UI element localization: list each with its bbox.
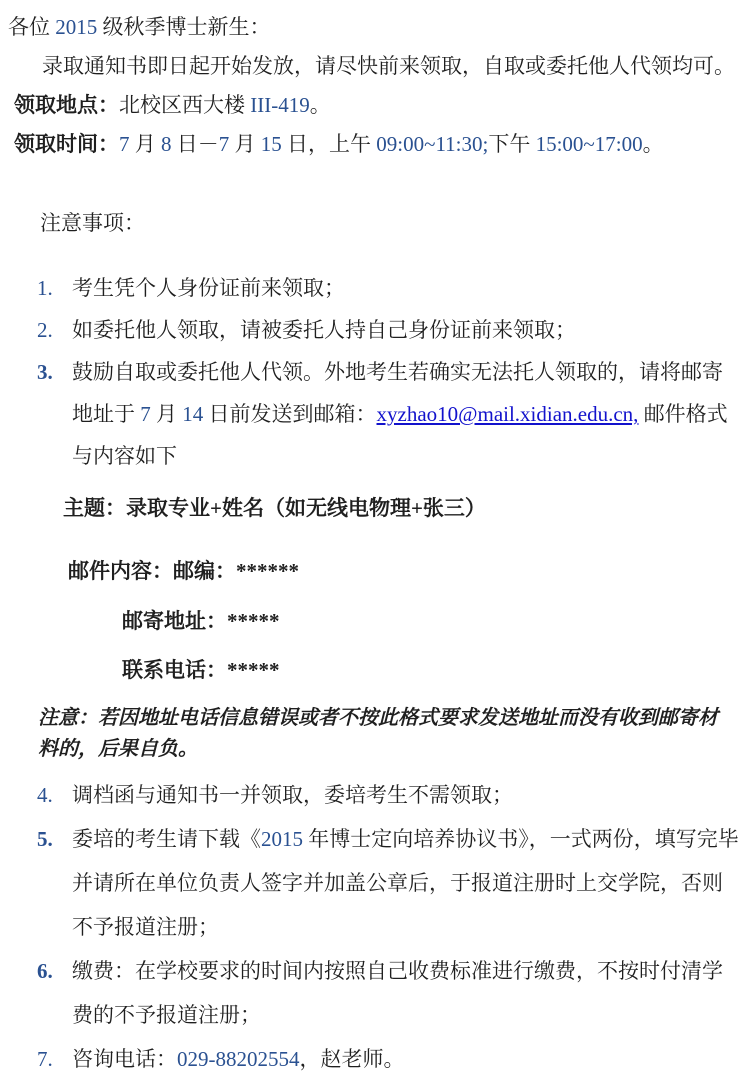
list-item bbox=[8, 351, 740, 477]
text-run: 日，上午 bbox=[281, 132, 377, 156]
notes-list-items-1-3 bbox=[8, 267, 740, 477]
mailing-address-line bbox=[122, 600, 740, 642]
item-body bbox=[72, 949, 740, 1037]
pickup-time-line bbox=[8, 125, 740, 164]
text-run: 月 bbox=[229, 132, 261, 156]
text-run: 北校区西大楼 bbox=[119, 93, 251, 117]
text-run: 14 bbox=[182, 402, 204, 426]
pickup-location-line bbox=[8, 86, 740, 125]
text-run: ****** bbox=[236, 559, 299, 583]
text-run: 注意：若因地址电话信息错误或者不按此格式要求发送地址而没有收到邮寄材料的，后果自负。 bbox=[38, 707, 718, 760]
notes-heading: 注意事项： bbox=[40, 211, 145, 235]
item-number: 1. bbox=[37, 276, 53, 300]
text-run: ，赵老师。 bbox=[299, 1047, 405, 1071]
item-body bbox=[72, 309, 740, 351]
item-number: 4. bbox=[37, 783, 53, 807]
text-run: 领取时间： bbox=[14, 132, 119, 156]
email-content-line bbox=[68, 550, 740, 592]
text-run: 09:00~11:30; bbox=[376, 132, 489, 156]
list-item bbox=[8, 773, 740, 817]
item-body bbox=[72, 351, 740, 477]
text-run: 主题：录取专业+姓名（如无线电物理+张三） bbox=[63, 496, 486, 520]
text-run: 考生凭个人身份证前来领取； bbox=[72, 276, 345, 300]
intro-paragraph bbox=[8, 47, 740, 86]
text-run: 日前发送到邮箱： bbox=[203, 402, 377, 426]
text-run: 录取通知书即日起开始发放，请尽快前来领取，自取或委托他人代领均可。 bbox=[42, 54, 735, 78]
text-run: 各位 bbox=[8, 15, 56, 39]
text-run: 7 bbox=[218, 132, 230, 156]
item-number: 2. bbox=[37, 318, 53, 342]
text-run: III-419 bbox=[250, 93, 310, 117]
text-run: 7 bbox=[140, 402, 151, 426]
list-item bbox=[8, 817, 740, 949]
text-run: 2015 bbox=[261, 827, 303, 851]
list-item bbox=[8, 309, 740, 351]
text-run: 邮件格式与内容如下 bbox=[72, 402, 728, 468]
text-run: 调档函与通知书一并领取，委培考生不需领取； bbox=[72, 783, 513, 807]
text-run: 2015 bbox=[55, 15, 98, 39]
text-run: 咨询电话： bbox=[72, 1047, 177, 1071]
salutation-line bbox=[8, 8, 740, 47]
list-item bbox=[8, 1037, 740, 1081]
text-run: 邮件内容：邮编： bbox=[68, 559, 236, 583]
text-run: 下午 bbox=[488, 132, 536, 156]
text-run: 如委托他人领取，请被委托人持自己身份证前来领取； bbox=[72, 318, 576, 342]
text-run: 15:00~17:00 bbox=[535, 132, 643, 156]
text-run: 领取地点： bbox=[14, 93, 119, 117]
text-run: 年博士定向培养协议书》，一式两份，填写完毕并请所在单位负责人签字并加盖公章后，于报道注册时上交学院，否则不予报道注册； bbox=[72, 827, 739, 939]
text-run: 。 bbox=[642, 132, 664, 156]
text-run: 鼓励自取或委托他人代领。外地考生若确实无法托人领取的，请将邮寄地址于 bbox=[72, 360, 723, 426]
contact-phone-line bbox=[122, 649, 740, 691]
text-run: 7 bbox=[119, 132, 130, 156]
email-link[interactable]: xyzhao10@mail.xidian.edu.cn, bbox=[376, 402, 639, 426]
text-run: 15 bbox=[260, 132, 282, 156]
item-number: 3. bbox=[37, 360, 53, 384]
item-number: 6. bbox=[37, 959, 53, 983]
text-run: ***** bbox=[227, 609, 280, 633]
item-number: 5. bbox=[37, 827, 53, 851]
text-run: ***** bbox=[227, 658, 280, 682]
notes-list-items-4-7 bbox=[8, 773, 740, 1081]
list-item bbox=[8, 949, 740, 1037]
email-subject-line bbox=[63, 487, 740, 529]
text-run: 029-88202554 bbox=[177, 1047, 300, 1071]
text-run: 8 bbox=[161, 132, 172, 156]
text-run: 级秋季博士新生： bbox=[97, 15, 271, 39]
list-item bbox=[8, 267, 740, 309]
warning-note bbox=[38, 703, 732, 765]
item-body bbox=[72, 773, 740, 817]
item-body bbox=[72, 1037, 740, 1081]
text-run: 月 bbox=[129, 132, 161, 156]
text-run: 。 bbox=[309, 93, 331, 117]
item-number: 7. bbox=[37, 1047, 53, 1071]
text-run: 缴费：在学校要求的时间内按照自己收费标准进行缴费，不按时付清学费的不予报道注册； bbox=[72, 959, 723, 1027]
text-run: 邮寄地址： bbox=[122, 609, 227, 633]
item-body bbox=[72, 267, 740, 309]
text-run: 委培的考生请下载《 bbox=[72, 827, 261, 851]
item-body bbox=[72, 817, 740, 949]
text-run: 日－ bbox=[171, 132, 219, 156]
text-run: 月 bbox=[150, 402, 183, 426]
text-run: 联系电话： bbox=[122, 658, 227, 682]
